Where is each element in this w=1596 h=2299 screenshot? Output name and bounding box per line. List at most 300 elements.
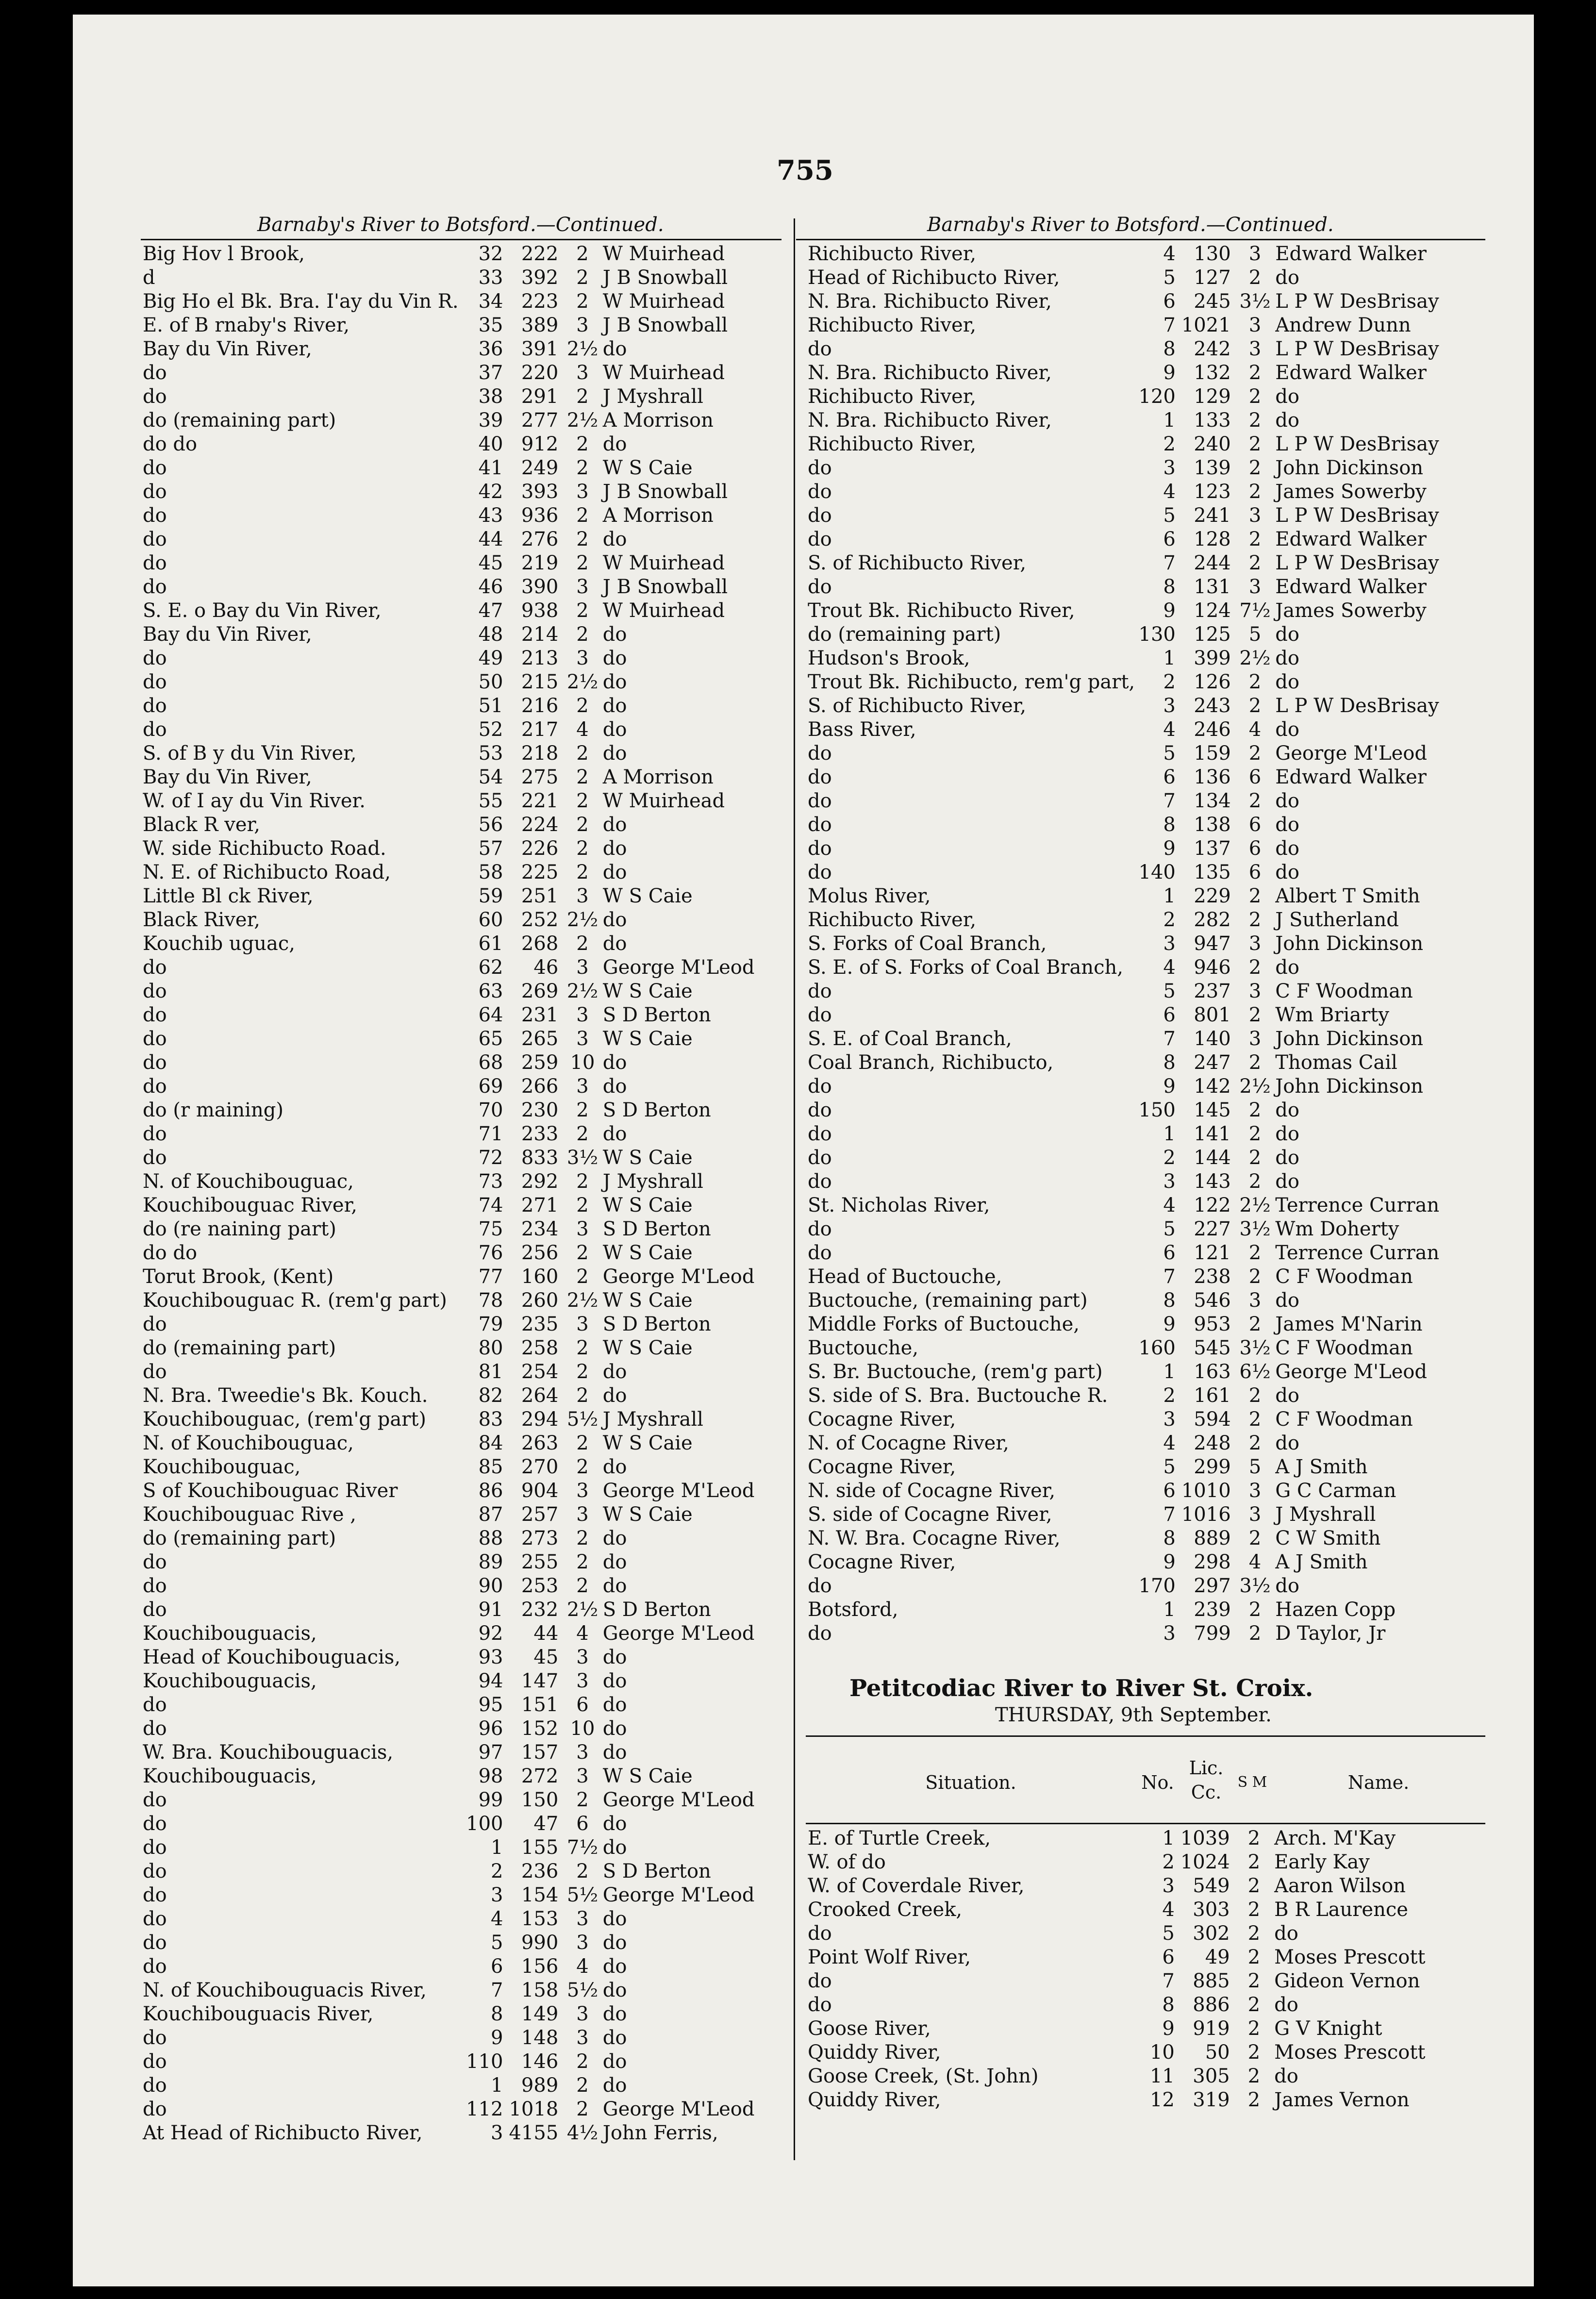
- lic-cell: 214: [521, 623, 559, 646]
- situation-cell: do: [808, 813, 832, 836]
- sm-cell: 3: [576, 1765, 589, 1787]
- sm-cell: 6: [1248, 837, 1262, 860]
- sm-cell: 2: [1247, 1946, 1261, 1968]
- situation-cell: do: [808, 1574, 832, 1597]
- name-cell: do: [1274, 1922, 1298, 1945]
- no-cell: 40: [478, 433, 503, 455]
- sm-cell: 2: [576, 1122, 589, 1145]
- situation-cell: Bay du Vin River,: [143, 337, 312, 360]
- lic-cell: 235: [521, 1313, 559, 1335]
- name-cell: W S Caie: [602, 1146, 693, 1169]
- sm-cell: 2: [576, 932, 589, 955]
- sm-cell: 2: [576, 837, 589, 860]
- name-cell: W Muirhead: [602, 599, 725, 622]
- sm-cell: 3: [576, 1003, 589, 1026]
- no-cell: 8: [1162, 1993, 1175, 2016]
- sm-cell: 2: [1248, 1622, 1262, 1645]
- situation-cell: do: [808, 766, 832, 788]
- situation-cell: do: [808, 789, 832, 812]
- table-row: [141, 1098, 786, 1122]
- situation-cell: do: [808, 742, 832, 765]
- sm-cell: 2: [576, 1432, 589, 1454]
- sm-cell: 2: [1247, 2065, 1261, 2087]
- name-cell: George M'Leod: [1275, 742, 1427, 765]
- situation-cell: do: [808, 1993, 832, 2016]
- sm-cell: 10: [570, 1717, 595, 1740]
- name-cell: C W Smith: [1275, 1527, 1381, 1549]
- name-cell: do: [602, 1741, 627, 1764]
- lic-cell: 249: [521, 456, 559, 479]
- situation-cell: S. side of S. Bra. Buctouche R.: [808, 1384, 1108, 1407]
- name-cell: C F Woodman: [1275, 1336, 1413, 1359]
- table-row: [141, 1003, 786, 1027]
- situation-cell: do: [143, 1955, 167, 1978]
- sm-cell: 2: [1248, 908, 1262, 931]
- lic-cell: 801: [1194, 1003, 1231, 1026]
- table-row: [141, 337, 786, 361]
- situation-cell: do: [808, 1146, 832, 1169]
- table-row: [141, 1954, 786, 1978]
- table-row: [806, 1122, 1485, 1146]
- situation-cell: do: [143, 956, 167, 979]
- table-row: [141, 1907, 786, 1931]
- name-cell: Edward Walker: [1275, 766, 1427, 788]
- name-cell: do: [602, 813, 627, 836]
- lic-cell: 136: [1194, 766, 1231, 788]
- header-name: Name.: [1347, 1772, 1410, 1793]
- table-row: [141, 789, 786, 813]
- sm-cell: 10: [570, 1051, 595, 1074]
- situation-cell: do: [143, 1051, 167, 1074]
- no-cell: 61: [478, 932, 503, 955]
- lic-cell: 159: [1194, 742, 1231, 765]
- sm-cell: 2: [1248, 742, 1262, 765]
- sm-cell: 3: [1248, 242, 1262, 265]
- no-cell: 41: [478, 456, 503, 479]
- no-cell: 1: [1163, 1122, 1176, 1145]
- lic-cell: 231: [521, 1003, 559, 1026]
- situation-cell: S. E. of S. Forks of Coal Branch,: [808, 956, 1123, 979]
- no-cell: 77: [478, 1265, 503, 1288]
- name-cell: S D Berton: [602, 1313, 711, 1335]
- table-row: [141, 1360, 786, 1383]
- lic-cell: 253: [521, 1574, 559, 1597]
- situation-cell: Coal Branch, Richibucto,: [808, 1051, 1054, 1074]
- name-cell: do: [602, 528, 627, 550]
- situation-cell: Middle Forks of Buctouche,: [808, 1313, 1080, 1335]
- table-row: [806, 1598, 1485, 1621]
- no-cell: 6: [1163, 766, 1176, 788]
- lic-cell: 947: [1194, 932, 1231, 955]
- situation-cell: do: [143, 1360, 167, 1383]
- no-cell: 9: [1163, 361, 1176, 384]
- situation-cell: do: [143, 1883, 167, 1906]
- lic-cell: 270: [521, 1455, 559, 1478]
- no-cell: 57: [478, 837, 503, 860]
- left-top-rule: [141, 239, 781, 240]
- table-row: [806, 1336, 1485, 1360]
- lic-cell: 886: [1193, 1993, 1230, 2016]
- lic-cell: 227: [1194, 1217, 1231, 1240]
- sm-cell: 2: [576, 1099, 589, 1121]
- lic-cell: 265: [521, 1027, 559, 1050]
- situation-cell: Quiddy River,: [808, 2088, 941, 2111]
- sm-cell: 2½: [1239, 1075, 1271, 1098]
- situation-cell: do: [808, 980, 832, 1002]
- name-cell: do: [602, 1931, 627, 1954]
- table-row: [806, 266, 1485, 289]
- no-cell: 5: [1163, 266, 1176, 289]
- table-row: [806, 1526, 1485, 1550]
- no-cell: 11: [1149, 2065, 1175, 2087]
- sm-cell: 2: [1248, 528, 1262, 550]
- sm-cell: 2: [1248, 1265, 1262, 1288]
- lic-cell: 157: [521, 1741, 559, 1764]
- situation-cell: do: [143, 1693, 167, 1716]
- table-row: [806, 646, 1485, 670]
- sm-cell: 3: [1248, 1479, 1262, 1502]
- lic-cell: 155: [521, 1836, 559, 1859]
- lic-cell: 276: [521, 528, 559, 550]
- no-cell: 39: [478, 409, 503, 432]
- situation-cell: Big Hov l Brook,: [143, 242, 305, 265]
- situation-cell: W. of I ay du Vin River.: [143, 789, 366, 812]
- table-row: [806, 1826, 1485, 1850]
- sm-cell: 2: [1248, 1051, 1262, 1074]
- table-row: [141, 2097, 786, 2121]
- sm-cell: 2: [576, 2050, 589, 2073]
- name-cell: Edward Walker: [1275, 242, 1427, 265]
- table-row: [141, 1931, 786, 1954]
- lic-cell: 145: [1194, 1099, 1231, 1121]
- no-cell: 52: [478, 718, 503, 741]
- lic-cell: 1016: [1181, 1503, 1231, 1526]
- lic-cell: 393: [521, 480, 559, 503]
- lic-cell: 213: [521, 647, 559, 669]
- name-cell: do: [602, 742, 627, 765]
- name-cell: George M'Leod: [602, 1265, 755, 1288]
- lic-cell: 230: [521, 1099, 559, 1121]
- situation-cell: do: [143, 1574, 167, 1597]
- no-cell: 81: [478, 1360, 503, 1383]
- sm-cell: 2: [576, 456, 589, 479]
- lic-cell: 134: [1194, 789, 1231, 812]
- name-cell: do: [602, 1669, 627, 1692]
- table-row: [141, 480, 786, 503]
- table-row: [141, 1502, 786, 1526]
- no-cell: 95: [478, 1693, 503, 1716]
- sm-cell: 4: [576, 1955, 589, 1978]
- table-row: [806, 860, 1485, 884]
- situation-cell: N. Bra. Richibucto River,: [808, 361, 1052, 384]
- name-cell: do: [602, 718, 627, 741]
- table-row: [806, 1898, 1485, 1921]
- lic-cell: 130: [1194, 242, 1231, 265]
- no-cell: 3: [1163, 1622, 1176, 1645]
- no-cell: 8: [491, 2002, 503, 2025]
- situation-cell: Buctouche, (remaining part): [808, 1289, 1088, 1312]
- sm-cell: 2: [1248, 409, 1262, 432]
- no-cell: 4: [1163, 242, 1176, 265]
- name-cell: Moses Prescott: [1274, 1946, 1426, 1968]
- sm-cell: 5: [1248, 623, 1262, 646]
- sm-cell: 4: [1248, 718, 1262, 741]
- table-row: [141, 2049, 786, 2073]
- name-cell: do: [602, 1527, 627, 1549]
- lic-cell: 282: [1194, 908, 1231, 931]
- no-cell: 5: [1163, 742, 1176, 765]
- name-cell: S D Berton: [602, 1598, 711, 1621]
- lic-cell: 391: [521, 337, 559, 360]
- situation-cell: S. Forks of Coal Branch,: [808, 932, 1047, 955]
- name-cell: do: [602, 2026, 627, 2049]
- situation-cell: do: [143, 1931, 167, 1954]
- no-cell: 5: [1163, 1217, 1176, 1240]
- table-row: [806, 908, 1485, 932]
- lic-cell: 152: [521, 1717, 559, 1740]
- no-cell: 2: [491, 1860, 503, 1883]
- sm-cell: 2: [1248, 266, 1262, 289]
- no-cell: 73: [478, 1170, 503, 1193]
- no-cell: 36: [478, 337, 503, 360]
- name-cell: John Dickinson: [1275, 932, 1424, 955]
- situation-cell: Quiddy River,: [808, 2041, 941, 2064]
- sm-cell: 2: [1248, 480, 1262, 503]
- situation-cell: do: [808, 1122, 832, 1145]
- lic-cell: 150: [521, 1788, 559, 1811]
- lic-cell: 125: [1194, 623, 1231, 646]
- lic-cell: 240: [1194, 433, 1231, 455]
- lic-cell: 50: [1205, 2041, 1230, 2064]
- lic-cell: 160: [521, 1265, 559, 1288]
- header-cc: Cc.: [1191, 1782, 1222, 1803]
- table-row: [806, 503, 1485, 527]
- table-row: [141, 1764, 786, 1788]
- name-cell: Wm Briarty: [1275, 1003, 1389, 1026]
- table-row: [141, 670, 786, 694]
- sm-cell: 2: [1247, 2041, 1261, 2064]
- name-cell: L P W DesBrisay: [1275, 551, 1439, 574]
- name-cell: do: [1275, 861, 1299, 883]
- table-row: [806, 1945, 1485, 1969]
- name-cell: L P W DesBrisay: [1275, 433, 1439, 455]
- sm-cell: 2½: [566, 980, 598, 1002]
- table-row: [141, 1812, 786, 1835]
- table-row: [141, 1978, 786, 2002]
- sm-cell: 2: [576, 789, 589, 812]
- situation-cell: do: [808, 1099, 832, 1121]
- petit-header-top-rule: [806, 1735, 1485, 1737]
- table-row: [141, 456, 786, 480]
- table-row: [141, 955, 786, 979]
- lic-cell: 245: [1194, 290, 1231, 313]
- name-cell: Aaron Wilson: [1274, 1874, 1406, 1897]
- situation-cell: S. of B y du Vin River,: [143, 742, 357, 765]
- name-cell: do: [602, 1812, 627, 1835]
- situation-cell: do: [808, 1922, 832, 1945]
- situation-cell: Little Bl ck River,: [143, 884, 314, 907]
- lic-cell: 153: [521, 1907, 559, 1930]
- no-cell: 1: [491, 1836, 503, 1859]
- situation-cell: Buctouche,: [808, 1336, 919, 1359]
- name-cell: do: [602, 1955, 627, 1978]
- sm-cell: 5½: [566, 1979, 598, 2001]
- name-cell: do: [1275, 837, 1299, 860]
- table-row: [806, 2040, 1485, 2064]
- situation-cell: Kouchibouguac R. (rem'g part): [143, 1289, 447, 1312]
- lic-cell: 215: [521, 670, 559, 693]
- no-cell: 3: [491, 1883, 503, 1906]
- no-cell: 84: [478, 1432, 503, 1454]
- situation-cell: N. side of Cocagne River,: [808, 1479, 1056, 1502]
- situation-cell: do (remaining part): [808, 623, 1001, 646]
- situation-cell: Trout Bk. Richibucto, rem'g part,: [808, 670, 1135, 693]
- no-cell: 64: [478, 1003, 503, 1026]
- name-cell: W Muirhead: [602, 290, 725, 313]
- lic-cell: 220: [521, 361, 559, 384]
- situation-cell: Head of Buctouche,: [808, 1265, 1002, 1288]
- situation-cell: E. of B rnaby's River,: [143, 314, 350, 336]
- lic-cell: 1018: [509, 2098, 559, 2120]
- sm-cell: 6: [1248, 813, 1262, 836]
- no-cell: 60: [478, 908, 503, 931]
- name-cell: Gideon Vernon: [1274, 1969, 1420, 1992]
- situation-cell: do: [143, 551, 167, 574]
- situation-cell: W. side Richibucto Road.: [143, 837, 386, 860]
- lic-cell: 269: [521, 980, 559, 1002]
- sm-cell: 2: [576, 1860, 589, 1883]
- table-row: [141, 765, 786, 789]
- table-row: [141, 599, 786, 622]
- situation-cell: do: [808, 337, 832, 360]
- situation-cell: do do: [143, 433, 198, 455]
- situation-cell: Bass River,: [808, 718, 916, 741]
- table-row: [806, 361, 1485, 384]
- situation-cell: do: [143, 718, 167, 741]
- name-cell: W S Caie: [602, 1027, 693, 1050]
- table-row: [141, 1788, 786, 1812]
- name-cell: W S Caie: [602, 1432, 693, 1454]
- lic-cell: 594: [1194, 1408, 1231, 1431]
- table-row: [806, 884, 1485, 908]
- lic-cell: 132: [1194, 361, 1231, 384]
- no-cell: 5: [1163, 980, 1176, 1002]
- situation-cell: Botsford,: [808, 1598, 898, 1621]
- name-cell: W S Caie: [602, 1241, 693, 1264]
- situation-cell: do: [143, 2098, 167, 2120]
- no-cell: 3: [1163, 1170, 1176, 1193]
- name-cell: do: [1275, 813, 1299, 836]
- table-row: [806, 2088, 1485, 2112]
- sm-cell: 2: [576, 1170, 589, 1193]
- lic-cell: 244: [1194, 551, 1231, 574]
- situation-cell: Black R ver,: [143, 813, 260, 836]
- lic-cell: 234: [521, 1217, 559, 1240]
- no-cell: 8: [1163, 813, 1176, 836]
- name-cell: do: [602, 647, 627, 669]
- situation-cell: Goose River,: [808, 2017, 931, 2040]
- table-row: [141, 1693, 786, 1716]
- name-cell: do: [602, 694, 627, 717]
- no-cell: 4: [1163, 718, 1176, 741]
- sm-cell: 2: [576, 385, 589, 408]
- right-license-table: [806, 242, 1485, 1645]
- table-row: [141, 313, 786, 337]
- situation-cell: do: [143, 1717, 167, 1740]
- name-cell: Arch. M'Kay: [1274, 1827, 1396, 1849]
- lic-cell: 135: [1194, 861, 1231, 883]
- sm-cell: 2: [1247, 1969, 1261, 1992]
- sm-cell: 3: [576, 1741, 589, 1764]
- lic-cell: 833: [521, 1146, 559, 1169]
- lic-cell: 233: [521, 1122, 559, 1145]
- situation-cell: do (remaining part): [143, 1336, 336, 1359]
- lic-cell: 389: [521, 314, 559, 336]
- table-row: [806, 1265, 1485, 1288]
- table-row: [141, 2026, 786, 2049]
- sm-cell: 2: [1248, 884, 1262, 907]
- name-cell: Edward Walker: [1275, 361, 1427, 384]
- no-cell: 92: [478, 1622, 503, 1645]
- sm-cell: 3: [576, 1646, 589, 1668]
- name-cell: do: [1275, 1289, 1299, 1312]
- sm-cell: 4: [576, 1622, 589, 1645]
- table-row: [806, 1027, 1485, 1050]
- name-cell: do: [602, 2074, 627, 2097]
- no-cell: 140: [1138, 861, 1176, 883]
- sm-cell: 3: [1248, 1289, 1262, 1312]
- lic-cell: 154: [521, 1883, 559, 1906]
- lic-cell: 298: [1194, 1550, 1231, 1573]
- name-cell: do: [602, 1360, 627, 1383]
- table-row: [806, 551, 1485, 575]
- situation-cell: do: [143, 647, 167, 669]
- no-cell: 7: [1163, 314, 1176, 336]
- lic-cell: 141: [1194, 1122, 1231, 1145]
- sm-cell: 2: [576, 1384, 589, 1407]
- sm-cell: 2: [576, 599, 589, 622]
- situation-cell: Crooked Creek,: [808, 1898, 963, 1921]
- no-cell: 100: [466, 1812, 503, 1835]
- sm-cell: 3½: [1239, 290, 1271, 313]
- no-cell: 70: [478, 1099, 503, 1121]
- lic-cell: 266: [521, 1075, 559, 1098]
- sm-cell: 2: [1247, 2088, 1261, 2111]
- name-cell: do: [602, 433, 627, 455]
- name-cell: W Muirhead: [602, 551, 725, 574]
- sm-cell: 2: [576, 1241, 589, 1264]
- sm-cell: 2: [1248, 1099, 1262, 1121]
- no-cell: 47: [478, 599, 503, 622]
- no-cell: 43: [478, 504, 503, 527]
- name-cell: do: [1275, 409, 1299, 432]
- lic-cell: 133: [1194, 409, 1231, 432]
- no-cell: 2: [1163, 1384, 1176, 1407]
- situation-cell: do: [143, 385, 167, 408]
- lic-cell: 254: [521, 1360, 559, 1383]
- sm-cell: 2: [576, 813, 589, 836]
- table-row: [141, 932, 786, 955]
- lic-cell: 953: [1194, 1313, 1231, 1335]
- situation-cell: St. Nicholas River,: [808, 1194, 990, 1216]
- situation-cell: S. of Richibucto River,: [808, 694, 1027, 717]
- name-cell: George M'Leod: [602, 1788, 755, 1811]
- header-no: No.: [1141, 1772, 1174, 1793]
- sm-cell: 2: [576, 528, 589, 550]
- table-row: [141, 1217, 786, 1241]
- no-cell: 45: [478, 551, 503, 574]
- name-cell: do: [1275, 670, 1299, 693]
